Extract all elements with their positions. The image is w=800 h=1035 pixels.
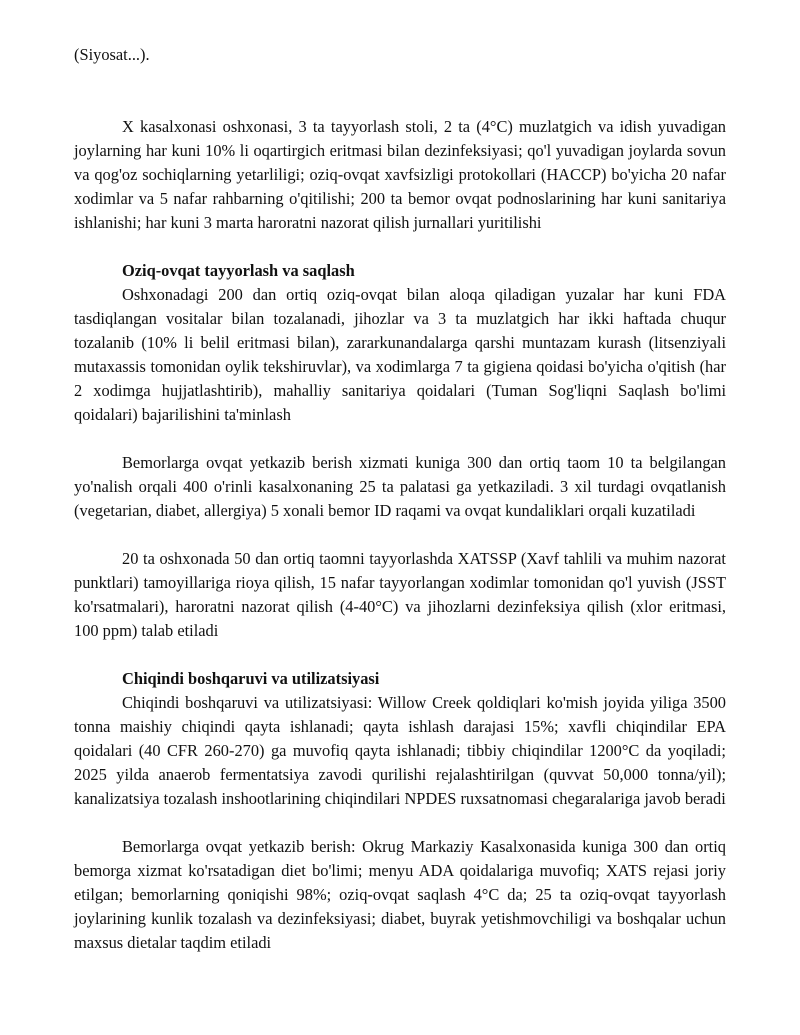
spacer: [74, 67, 726, 115]
paragraph-waste-2: Bemorlarga ovqat yetkazib berish: Okrug Markaziy Kasalxonasida kuniga 300 dan ortiq bemorga xizmat ko'rsatadigan diet bo'limi; menyu ADA qoidalariga muvofiq; XATS rejasi joriy etilgan; bemorlarning qoniqishi 98%; oziq-ovqat saqlash 4°C da; 25 ta oziq-ovqat tayyorlash joylarining kunlik tozalash va dezinfeksiyasi; diabet, buyrak yetishmovchiligi va boshqalar uchun maxsus dietalar taqdim etiladi: [74, 837, 726, 952]
spacer: [74, 427, 726, 451]
paragraph-food-1: Oshxonadagi 200 dan ortiq oziq-ovqat bilan aloqa qiladigan yuzalar har kuni FDA tasdiqlangan vositalar bilan tozalanadi, jihozlar va 3 ta muzlatgich har ikki haftada chuqur tozalanib (10% li belil eritmasi bilan), zararkunandalarga qarshi muntazam kurash (litsenziyali mutaxassis tomonidan oylik tekshiruvlar), va xodimlarga 7 ta gigiena qoidasi bo'yicha o'qitish (har 2 xodimga hujjatlashtirib), mahalliy sanitariya qoidalari (Tuman Sog'liqni Saqlash bo'limi qoidalari) bajarilishini ta'minlash: [74, 285, 726, 424]
spacer: [74, 523, 726, 547]
section-heading-food: Oziq-ovqat tayyorlash va saqlash: [122, 261, 355, 280]
paragraph-food-3: 20 ta oshxonada 50 dan ortiq taomni tayyorlashda XATSSP (Xavf tahlili va muhim nazorat punktlari) tamoyillariga rioya qilish, 15 nafar tayyorlangan xodimlar tomonidan qo'l yuvish (JSST ko'rsatmalari), haroratni nazorat qilish (4-40°C) va jihozlarni dezinfeksiya qilish (xlor eritmasi, 100 ppm) talab etiladi: [74, 549, 726, 640]
continuation-line: (Siyosat...).: [74, 45, 150, 64]
spacer: [74, 643, 726, 667]
paragraph-kitchen-intro: X kasalxonasi oshxonasi, 3 ta tayyorlash stoli, 2 ta (4°C) muzlatgich va idish yuvadigan joylarning har kuni 10% li oqartirgich eritmasi bilan dezinfeksiyasi; qo'l yuvadigan joylarda sovun va qog'oz sochiqlarning yetarliligi; oziq-ovqat xavfsizligi protokollari (HACCP) bo'yicha 20 nafar xodimlar va 5 nafar rahbarning o'qitilishi; 200 ta bemor ovqat podnoslarining har kuni sanitariya ishlanishi; har kuni 3 marta haroratni nazorat qilish jurnallari yuritilishi: [74, 117, 726, 232]
spacer: [74, 235, 726, 259]
paragraph-waste-1: Chiqindi boshqaruvi va utilizatsiyasi: Willow Creek qoldiqlari ko'mish joyida yiliga 3500 tonna maishiy chiqindi qayta ishlanadi; qayta ishlash darajasi 15%; xavfli chiqindilar EPA qoidalari (40 CFR 260-270) ga muvofiq qayta ishlanadi; tibbiy chiqindilar 1200°C da yoqiladi; 2025 yilda anaerob fermentatsiya zavodi qurilishi rejalashtirilgan (quvvat 50,000 tonna/yil); kanalizatsiya tozalash inshootlarining chiqindilari NPDES ruxsatnomasi chegaralariga javob beradi: [74, 693, 726, 808]
spacer: [74, 811, 726, 835]
section-heading-waste: Chiqindi boshqaruvi va utilizatsiyasi: [122, 669, 380, 688]
paragraph-food-2: Bemorlarga ovqat yetkazib berish xizmati kuniga 300 dan ortiq taom 10 ta belgilangan yo'nalish orqali 400 o'rinli kasalxonaning 25 ta palatasi ga yetkaziladi. 3 xil turdagi ovqatlanish (vegetarian, diabet, allergiya) 5 xonali bemor ID raqami va ovqat kundaliklari orqali kuzatiladi: [74, 453, 726, 520]
